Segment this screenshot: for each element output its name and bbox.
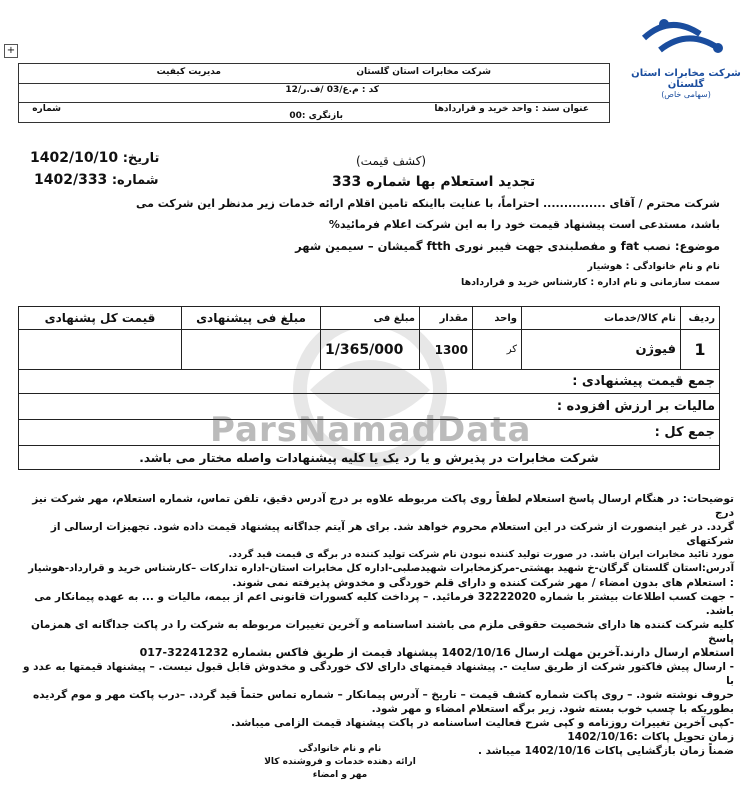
total-row bbox=[19, 370, 720, 394]
expand-icon[interactable]: + bbox=[4, 44, 18, 58]
note-line: بطوریکه با چسب خوب بسته شود. زیر برگه استعلام امضاء و مهر شود. bbox=[371, 703, 734, 715]
date-row bbox=[30, 150, 159, 166]
header-number-label: شماره bbox=[32, 104, 61, 114]
note-line: باشد. bbox=[705, 605, 734, 617]
note-line: توضیحات: در هنگام ارسال پاسخ استعلام لطفاً روی پاکت مربوطه علاوه بر درج آدرس دقیق، تلفن تماس، شماره استعلام، مهر شرکت نیز درج bbox=[32, 493, 734, 519]
header-cell-quantity: مقدار bbox=[420, 307, 473, 330]
vat-label: مالیات بر ارزش افزوده : bbox=[19, 394, 720, 420]
note-line: زمان تحویل پاکات :1402/10/16 bbox=[567, 731, 734, 743]
company-logo bbox=[630, 4, 742, 100]
grand-total-row bbox=[19, 420, 720, 446]
header-cell-offer-price: مبلغ فی پیشنهادی bbox=[182, 307, 321, 330]
note-line: -کپی آخرین تغییرات روزنامه و کپی شرح فعالیت اساسنامه در پاکت پیشنهاد قیمت الزامی میباشد. bbox=[231, 717, 734, 729]
telecom-logo-icon bbox=[630, 4, 742, 64]
subject-line: موضوع: نصب fat و مفصلبندی جهت فیبر نوری ftth گمیشان – سیمین شهر bbox=[295, 239, 720, 253]
note-line: - جهت کسب اطلاعات بیشتر با شماره 32222020 فرمائید. – پرداخت کلیه کسورات قانونی اعم از بیمه، مالیات و ... به عهده پیمانکار می bbox=[34, 591, 734, 603]
vat-row bbox=[19, 394, 720, 420]
row-unit-price: 1/365/000 bbox=[321, 330, 420, 370]
header-cell-index: ردیف bbox=[681, 307, 720, 330]
note-line: آدرس:استان گلستان گرگان-خ شهید بهشتی-مرکزمخابرات شهیدصلبی-اداره کل مخابرات استان-اداره تدارکات –کارشناس خرید و قرارداد-هوشیار bbox=[28, 563, 734, 574]
intro-line1: شرکت محترم / آقای ............... احتراماً، با عنایت بااینکه تامین اقلام ارائه خدمات زیر مدنظر این شرکت می bbox=[135, 197, 720, 210]
row-offer-price[interactable] bbox=[182, 330, 321, 370]
header-code: کد : م.ع/03 /ف.ر/12 bbox=[285, 85, 379, 95]
signature-stamp-label: مهر و امضاء bbox=[312, 770, 368, 780]
date-label: تاریخ: bbox=[122, 151, 160, 166]
row-item: فیوژن bbox=[522, 330, 681, 370]
watermark-text: ParsNamadData bbox=[210, 410, 532, 450]
table-header-row bbox=[19, 307, 720, 330]
disclaimer-text: شرکت مخابرات در پذیرش و یا رد یک یا کلیه پیشنهادات واصله مختار می باشد. bbox=[19, 446, 720, 470]
number-row bbox=[34, 172, 159, 188]
header-cell-item: نام کالا/خدمات bbox=[522, 307, 681, 330]
note-line: - ارسال پیش فاکتور شرکت از طریق سایت -. پیشنهاد قیمتهای دارای لاک خوردگی و مخدوش قابل قبول نیست. – پیشنهاد قیمتها به عدد و با bbox=[22, 661, 734, 687]
header-cell-unit-price: مبلغ فی bbox=[321, 307, 420, 330]
header-doc-title: عنوان سند : واحد خرید و قراردادها bbox=[434, 104, 589, 114]
notes-block bbox=[12, 492, 734, 758]
contact-unit: سمت سازمانی و نام اداره : کارشناس خرید و قراردادها bbox=[461, 277, 720, 288]
disclaimer-row bbox=[19, 446, 720, 470]
number-value: 1402/333 bbox=[34, 172, 108, 188]
note-line: ضمناً زمان بازگشایی پاکات 1402/10/16 میباشد . bbox=[477, 745, 734, 757]
table-row bbox=[19, 330, 720, 370]
note-line: کلیه شرکت کننده ها دارای شخصیت حقوقی ملزم می باشند اساسنامه و آخرین تغییرات مربوطه به شرکت را در پاکت جداگانه ای همزمان پاسخ bbox=[30, 619, 734, 645]
header-quality: مدیریت کیفیت bbox=[156, 67, 221, 77]
number-label: شماره: bbox=[111, 173, 159, 188]
note-line: مورد تائید مخابرات ایران باشد. در صورت تولید کننده نبودن نام شرکت تولید کننده در برگه ی قیمت قید گردد. bbox=[228, 549, 734, 560]
header-cell-total-price: قیمت کل پشنهادی bbox=[19, 307, 182, 330]
note-line: : استعلام های بدون امضاء / مهر شرکت کننده و دارای قلم خوردگی و مخدوش پذیرفته نمی شوند. bbox=[232, 577, 734, 589]
header-cell-unit: واحد bbox=[473, 307, 522, 330]
title-sub: (کشف قیمت) bbox=[356, 154, 427, 168]
signature-block bbox=[230, 743, 450, 782]
row-total-price[interactable] bbox=[19, 330, 182, 370]
date-value: 1402/10/10 bbox=[30, 150, 119, 166]
note-line: استعلام ارسال دارند.آخرین مهلت ارسال 1402/10/16 پیشنهاد قیمت از طریق فاکس بشماره 32241232-017 bbox=[139, 646, 734, 659]
header-company: شرکت مخابرات استان گلستان bbox=[356, 67, 491, 77]
signature-name-label: نام و نام خانوادگی bbox=[298, 744, 382, 754]
intro-line2: باشد، مستدعی است پیشنهاد قیمت خود را به این شرکت اعلام فرمائید% bbox=[328, 218, 720, 231]
row-unit: کر bbox=[473, 330, 522, 370]
contact-name: نام و نام خانوادگی : هوشیار bbox=[587, 261, 720, 272]
logo-sub-line: (سهامی خاص) bbox=[661, 90, 711, 99]
signature-provider-label: ارائه دهنده خدمات و فروشنده کالا bbox=[264, 757, 416, 767]
total-label: جمع قیمت پیشنهادی : bbox=[19, 370, 720, 394]
logo-company-line: شرکت مخابرات استان گلستان bbox=[631, 68, 741, 90]
note-line: حروف نوشته شود. – روی پاکت شماره کشف قیمت – تاریخ – آدرس پیمانکار – شماره تماس حتماً قید گردد. –درب پاکت مهر و موم گردیده bbox=[33, 689, 734, 701]
note-line: گردد. در غیر اینصورت از شرکت در این استعلام محروم خواهد شد. برای هر آیتم جداگانه پیشنهاد قیمت داده شود. تجهیزات ارسالی از شرکتهای bbox=[50, 521, 734, 547]
row-index: 1 bbox=[681, 330, 720, 370]
row-quantity: 1300 bbox=[420, 330, 473, 370]
title-main: تجدید استعلام بها شماره 333 bbox=[332, 174, 536, 190]
header-revision: بازنگری :00 bbox=[289, 111, 343, 121]
items-table bbox=[18, 306, 720, 470]
grand-total-label: جمع کل : bbox=[19, 420, 720, 446]
